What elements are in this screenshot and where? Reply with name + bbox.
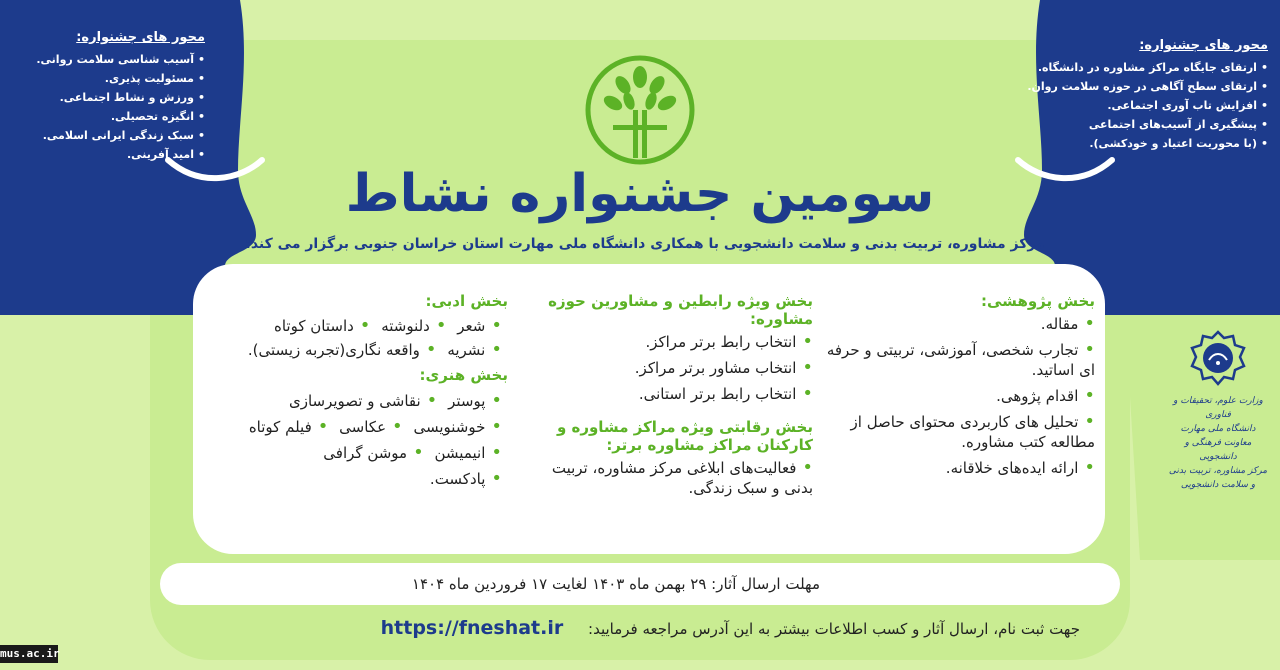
liaison-list	[523, 332, 813, 404]
literary-art-section	[208, 292, 508, 492]
research-item: • مقاله.	[823, 314, 1095, 334]
festival-subtitle: مرکز مشاوره، تربیت بدنی و سلامت دانشجویی با همکاری دانشگاه ملی مهارت استان خراسان جنوبی برگزار می کند:	[245, 236, 1045, 252]
emblem-line: وزارت علوم، تحقیقات و فناوری	[1173, 396, 1263, 420]
right-axes-title: محور های جشنواره:	[1139, 38, 1268, 53]
left-axis-item: • سبک زندگی ایرانی اسلامی.	[30, 129, 205, 142]
right-axis-item: • افزایش تاب آوری اجتماعی.	[1070, 99, 1268, 112]
right-axis-item: • ارتقای سطح آگاهی در حوزه سلامت روان.	[1070, 80, 1268, 93]
left-axis-item: • آسیب شناسی سلامت روانی.	[30, 53, 205, 66]
left-axes-list	[30, 53, 205, 161]
literary-item: • واقعه نگاری(تجربه زیستی).	[248, 341, 443, 359]
emblem-line: معاونت فرهنگی و دانشجویی	[1184, 438, 1252, 462]
liaison-item: • انتخاب رابط برتر مراکز.	[523, 332, 813, 352]
art-row	[208, 440, 508, 466]
liaison-item: • انتخاب مشاور برتر مراکز.	[523, 358, 813, 378]
art-row	[208, 414, 508, 440]
art-item: • عکاسی	[339, 418, 409, 436]
liaison-title: بخش ویژه رابطین و مشاورین حوزه مشاوره:	[548, 292, 813, 328]
research-item: • ارائه ایده‌های خلاقانه.	[823, 458, 1095, 478]
literary-title: بخش ادبی:	[425, 292, 508, 310]
right-axis-item: • (با محوریت اعتیاد و خودکشی).	[1070, 137, 1268, 150]
festival-title: سومین جشنواره نشاط	[345, 164, 935, 224]
literary-item: • نشریه	[447, 341, 508, 359]
competition-item: • فعالیت‌های ابلاغی مرکز مشاوره، تربیت بدنی و سبک زندگی.	[523, 458, 813, 498]
research-item: • تحلیل های کاربردی محتوای حاصل از مطالعه کتب مشاوره.	[823, 412, 1095, 452]
research-section	[823, 292, 1095, 484]
research-list	[823, 314, 1095, 478]
art-item: • پوستر	[448, 392, 508, 410]
literary-row	[208, 338, 508, 362]
left-axes-panel	[30, 30, 205, 167]
university-emblem	[1168, 330, 1268, 505]
left-axes-title: محور های جشنواره:	[76, 30, 205, 45]
tree-logo-icon	[585, 55, 695, 165]
art-item: • خوشنویسی	[413, 418, 508, 436]
left-axis-item: • انگیزه تحصیلی.	[30, 110, 205, 123]
research-item: • تجارب شخصی، آموزشی، تربیتی و حرفه ای اساتید.	[823, 340, 1095, 380]
art-row	[208, 388, 508, 414]
art-item: • فیلم کوتاه	[249, 418, 335, 436]
website-link[interactable]: https://fneshat.ir	[380, 617, 564, 639]
left-axis-item: • امید آفرینی.	[30, 148, 205, 161]
right-axis-item: • ارتقای جایگاه مراکز مشاوره در دانشگاه.	[1070, 61, 1268, 74]
watermark-badge: mus.ac.ir	[0, 645, 58, 663]
liaison-section	[523, 292, 813, 504]
literary-row	[208, 314, 508, 338]
footer	[250, 617, 1080, 639]
art-row	[208, 466, 508, 492]
left-axis-item: • مسئولیت پذیری.	[30, 72, 205, 85]
art-item: • انیمیشن	[435, 444, 509, 462]
competition-list	[523, 458, 813, 498]
left-axis-item: • ورزش و نشاط اجتماعی.	[30, 91, 205, 104]
deadline-banner	[160, 563, 1120, 605]
right-axis-item: • پیشگیری از آسیب‌های اجتماعی	[1070, 118, 1268, 131]
art-item: • پادکست.	[430, 470, 508, 488]
liaison-item: • انتخاب رابط برتر استانی.	[523, 384, 813, 404]
competition-title: بخش رقابتی ویژه مراکز مشاوره و کارکنان مراکز مشاوره برتر:	[556, 418, 813, 454]
literary-item: • داستان کوتاه	[274, 317, 376, 335]
literary-item: • دلنوشته	[381, 317, 452, 335]
right-axes-panel	[1027, 38, 1268, 156]
art-title: بخش هنری:	[419, 366, 508, 384]
literary-item: • شعر	[457, 317, 508, 335]
footer-text: جهت ثبت نام، ارسال آثار و کسب اطلاعات بیشتر به این آدرس مراجعه فرمایید:	[588, 620, 1080, 638]
right-axes-list	[1027, 61, 1268, 150]
sections-card	[193, 264, 1105, 554]
university-badge-icon	[1190, 330, 1246, 386]
research-item: • اقدام پژوهی.	[823, 386, 1095, 406]
research-title: بخش پژوهشی:	[981, 292, 1095, 310]
emblem-line: مرکز مشاوره، تربیت بدنی و سلامت دانشجویی	[1168, 466, 1268, 490]
deadline-text: مهلت ارسال آثار: ۲۹ بهمن ماه ۱۴۰۳ لغایت ۱۷ فروردین ماه ۱۴۰۴	[411, 575, 820, 593]
emblem-line: دانشگاه ملی مهارت	[1180, 424, 1256, 434]
art-item: • موشن گرافی	[323, 444, 429, 462]
art-item: • نقاشی و تصویرسازی	[289, 392, 443, 410]
